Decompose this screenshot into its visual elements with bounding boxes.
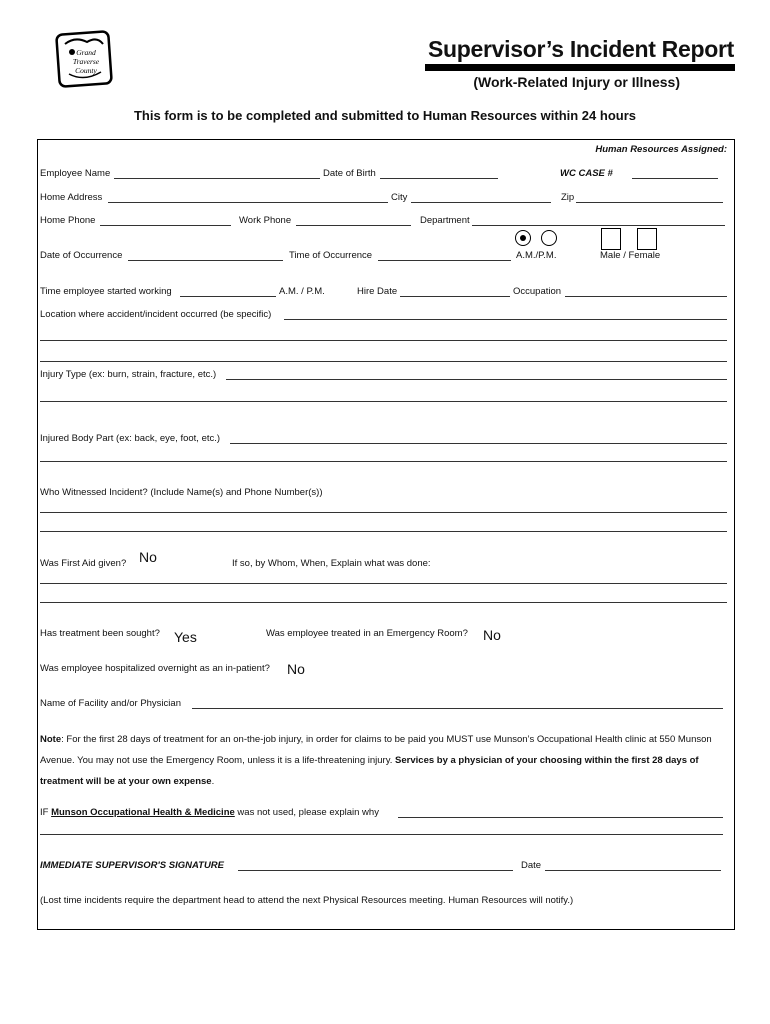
signature-field[interactable]	[238, 870, 513, 871]
munson-prefix: IF	[40, 807, 52, 818]
munson-name: Munson Occupational Health & Medicine	[51, 807, 235, 818]
injury-type-line-2[interactable]	[40, 401, 727, 402]
department-field[interactable]	[472, 225, 725, 226]
time-started-field[interactable]	[180, 296, 276, 297]
wc-case-field[interactable]	[632, 178, 718, 179]
city-field[interactable]	[411, 202, 551, 203]
first-aid-line-1[interactable]	[40, 583, 727, 584]
signature-date-label: Date	[521, 860, 542, 871]
city-label: City	[391, 192, 408, 203]
signature-label: IMMEDIATE SUPERVISOR'S SIGNATURE	[40, 860, 225, 871]
witnessed-label: Who Witnessed Incident? (Include Name(s) and Phone Number(s))	[40, 487, 323, 498]
hospitalized-answer[interactable]: No	[287, 661, 305, 677]
emergency-room-answer[interactable]: No	[483, 627, 501, 643]
wc-case-label: WC CASE #	[560, 168, 613, 179]
facility-label: Name of Facility and/or Physician	[40, 698, 181, 709]
hospitalized-label: Was employee hospitalized overnight as an in-patient?	[40, 663, 270, 674]
home-address-field[interactable]	[108, 202, 388, 203]
injury-type-field[interactable]	[226, 379, 727, 380]
note-text-2: Avenue. You may not use the Emergency Room, unless it is a life-threatening injury.	[40, 755, 396, 766]
treatment-sought-answer[interactable]: Yes	[174, 629, 197, 645]
svg-text:Grand: Grand	[76, 48, 96, 57]
witnessed-line-2[interactable]	[40, 531, 727, 532]
form-instruction: This form is to be completed and submitted to Human Resources within 24 hours	[133, 108, 636, 123]
am-pm-2-label: A.M. / P.M.	[279, 286, 325, 297]
note-paragraph	[40, 729, 734, 792]
svg-text:County: County	[75, 66, 97, 75]
first-aid-answer[interactable]: No	[139, 549, 157, 565]
title-rule	[425, 64, 735, 71]
time-of-occurrence-label: Time of Occurrence	[289, 250, 373, 261]
work-phone-label: Work Phone	[239, 215, 292, 226]
injured-body-part-label: Injured Body Part (ex: back, eye, foot, etc.)	[40, 433, 221, 444]
witnessed-line-1[interactable]	[40, 512, 727, 513]
date-of-occurrence-label: Date of Occurrence	[40, 250, 123, 261]
note-bold-3: treatment will be at your own expense	[40, 776, 212, 787]
first-aid-explain-label: If so, by Whom, When, Explain what was done:	[232, 558, 431, 569]
pm-radio[interactable]	[541, 230, 557, 246]
form-subtitle: (Work-Related Injury or Illness)	[473, 74, 680, 90]
injured-body-part-field[interactable]	[230, 443, 727, 444]
injury-type-label: Injury Type (ex: burn, strain, fracture, etc.)	[40, 369, 217, 380]
svg-text:Traverse: Traverse	[72, 57, 100, 66]
male-checkbox[interactable]	[601, 228, 621, 250]
am-radio[interactable]	[515, 230, 531, 246]
signature-date-field[interactable]	[545, 870, 721, 871]
munson-explain-label	[40, 807, 379, 819]
date-of-birth-field[interactable]	[380, 178, 498, 179]
time-of-occurrence-field[interactable]	[378, 260, 511, 261]
location-label: Location where accident/incident occurred (be specific)	[40, 309, 272, 320]
note-label: Note	[40, 734, 62, 745]
home-phone-field[interactable]	[100, 225, 231, 226]
injured-body-part-line-2[interactable]	[40, 461, 727, 462]
date-of-birth-label: Date of Birth	[323, 168, 376, 179]
date-of-occurrence-field[interactable]	[128, 260, 283, 261]
occupation-label: Occupation	[513, 286, 562, 297]
employee-name-label: Employee Name	[40, 168, 111, 179]
zip-label: Zip	[561, 192, 575, 203]
home-address-label: Home Address	[40, 192, 103, 203]
lost-time-footnote: (Lost time incidents require the department head to attend the next Physical Resources meeting. Human Resources will notify.)	[40, 895, 574, 906]
hire-date-field[interactable]	[400, 296, 510, 297]
location-field[interactable]	[284, 319, 727, 320]
first-aid-label: Was First Aid given?	[40, 558, 127, 569]
am-pm-label: A.M./P.M.	[516, 250, 557, 261]
male-female-label: Male / Female	[600, 250, 661, 261]
hr-assigned-label: Human Resources Assigned:	[595, 144, 727, 155]
home-phone-label: Home Phone	[40, 215, 96, 226]
treatment-sought-label: Has treatment been sought?	[40, 628, 160, 639]
hire-date-label: Hire Date	[357, 286, 398, 297]
note-text-1: : For the first 28 days of treatment for an on-the-job injury, in order for claims to be paid you MUST use Munson’s Occupational Health clinic at 550 Munson	[61, 734, 712, 745]
location-line-2[interactable]	[40, 340, 727, 341]
location-line-3[interactable]	[40, 361, 727, 362]
female-checkbox[interactable]	[637, 228, 657, 250]
munson-explain-field[interactable]	[398, 817, 723, 818]
county-logo	[55, 30, 113, 88]
munson-suffix: was not used, please explain why	[234, 807, 379, 818]
first-aid-line-2[interactable]	[40, 602, 727, 603]
note-end-3: .	[211, 776, 215, 787]
zip-field[interactable]	[576, 202, 723, 203]
munson-explain-line-2[interactable]	[40, 834, 723, 835]
department-label: Department	[420, 215, 470, 226]
employee-name-field[interactable]	[114, 178, 320, 179]
facility-field[interactable]	[192, 708, 723, 709]
occupation-field[interactable]	[565, 296, 727, 297]
note-bold-2: Services by a physician of your choosing within the first 28 days of	[395, 755, 699, 766]
work-phone-field[interactable]	[296, 225, 411, 226]
form-title: Supervisor’s Incident Report	[428, 36, 734, 62]
emergency-room-label: Was employee treated in an Emergency Room?	[266, 628, 468, 639]
time-started-label: Time employee started working	[40, 286, 172, 297]
